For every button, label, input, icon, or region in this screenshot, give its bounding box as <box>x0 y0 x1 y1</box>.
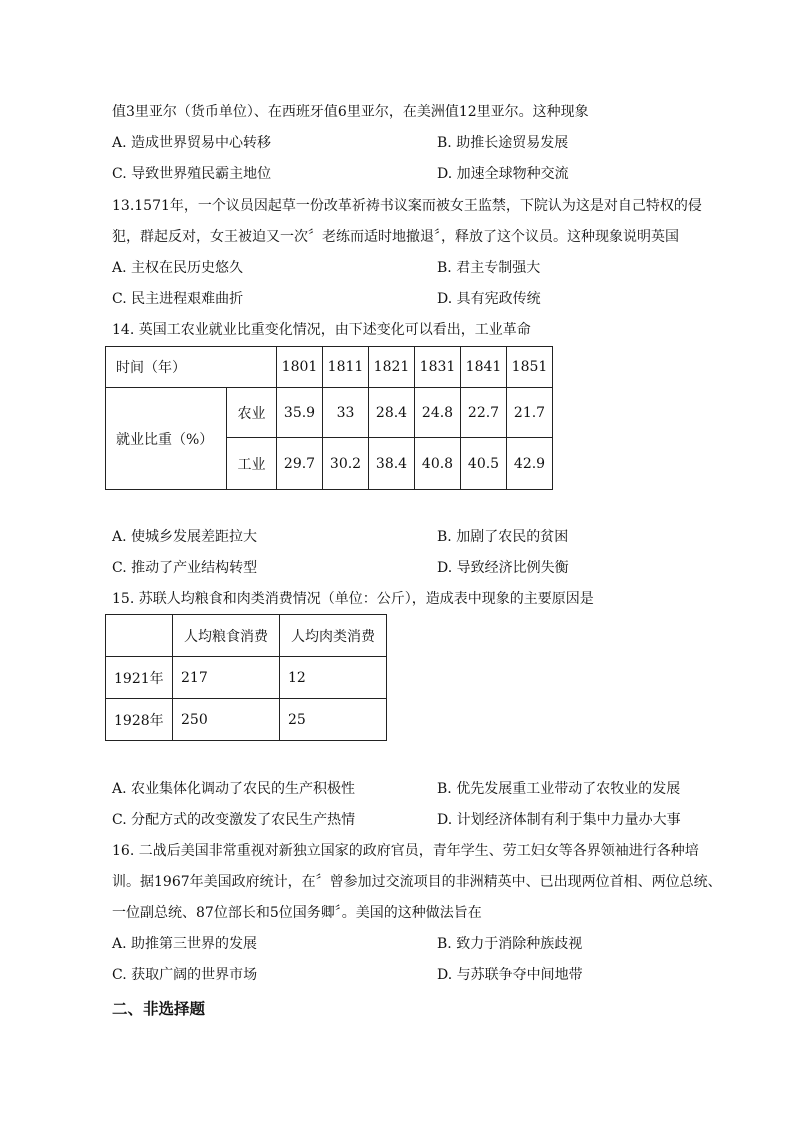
meat-value-cell: 12 <box>280 657 387 699</box>
value-cell: 38.4 <box>369 438 415 490</box>
q14-option-b: B. 加剧了农民的贫困 <box>437 529 569 545</box>
q15-option-c: C. 分配方式的改变激发了农民生产热情 <box>112 812 356 828</box>
q14-option-d: D. 导致经济比例失衡 <box>437 560 569 576</box>
q12-stem: 值3里亚尔（货币单位）、在西班牙值6里亚尔，在美洲值12里亚尔。这种现象 <box>112 104 589 120</box>
value-cell: 30.2 <box>323 438 369 490</box>
value-cell: 40.5 <box>461 438 507 490</box>
q15-consumption-table <box>105 614 387 741</box>
q16-stem-line2: 训。据1967年美国政府统计，在〞曾参加过交流项目的非洲精英中、已出现两位首相、两位总统、 <box>112 874 722 890</box>
q13-stem-line1: 13.1571年，一个议员因起草一份改革祈祷书议案而被女王监禁，下院认为这是对自己特权的侵 <box>112 198 702 214</box>
q13-option-b: B. 君主专制强大 <box>437 260 541 276</box>
q14-option-c: C. 推动了产业结构转型 <box>112 560 258 576</box>
value-cell: 40.8 <box>415 438 461 490</box>
table-header-time: 时间（年） <box>106 347 277 388</box>
value-cell: 33 <box>323 388 369 438</box>
q13-option-d: D. 具有宪政传统 <box>437 291 541 307</box>
year-cell: 1821 <box>369 347 415 388</box>
value-cell: 22.7 <box>461 388 507 438</box>
q16-stem-line3: 一位副总统、87位部长和5位国务卿〞。美国的这种做法旨在 <box>112 905 482 921</box>
value-cell: 42.9 <box>507 438 553 490</box>
year-cell: 1841 <box>461 347 507 388</box>
q14-employment-table <box>105 346 553 490</box>
q14-option-a: A. 使城乡发展差距拉大 <box>112 529 258 545</box>
q12-option-c: C. 导致世界殖民霸主地位 <box>112 166 272 182</box>
header-meat-consumption: 人均肉类消费 <box>280 615 387 657</box>
q12-option-d: D. 加速全球物种交流 <box>437 166 569 182</box>
meat-value-cell: 25 <box>280 699 387 741</box>
q13-stem-line2: 犯，群起反对，女王被迫又一次〞老练而适时地撤退〞，释放了这个议员。这种现象说明英国 <box>112 229 679 245</box>
value-cell: 29.7 <box>277 438 323 490</box>
q16-option-d: D. 与苏联争夺中间地带 <box>437 967 583 983</box>
value-cell: 28.4 <box>369 388 415 438</box>
section-heading: 二、非选择题 <box>112 1000 206 1018</box>
q16-option-c: C. 获取广阔的世界市场 <box>112 967 258 983</box>
grain-value-cell: 250 <box>173 699 280 741</box>
q14-stem: 14. 英国工农业就业比重变化情况，由下述变化可以看出，工业革命 <box>112 322 531 338</box>
q12-option-a: A. 造成世界贸易中心转移 <box>112 135 272 151</box>
row-label-industry: 工业 <box>227 438 277 490</box>
year-cell: 1921年 <box>106 657 173 699</box>
year-cell: 1851 <box>507 347 553 388</box>
group-label-employment-share: 就业比重（%） <box>106 388 227 490</box>
q16-option-a: A. 助推第三世界的发展 <box>112 936 258 952</box>
q16-option-b: B. 致力于消除种族歧视 <box>437 936 583 952</box>
row-label-agriculture: 农业 <box>227 388 277 438</box>
q15-option-a: A. 农业集体化调动了农民的生产积极性 <box>112 781 356 797</box>
q15-option-b: B. 优先发展重工业带动了农牧业的发展 <box>437 781 681 797</box>
value-cell: 21.7 <box>507 388 553 438</box>
year-cell: 1928年 <box>106 699 173 741</box>
grain-value-cell: 217 <box>173 657 280 699</box>
q15-option-d: D. 计划经济体制有利于集中力量办大事 <box>437 812 681 828</box>
table-corner-cell <box>106 615 173 657</box>
year-cell: 1801 <box>277 347 323 388</box>
q15-stem: 15. 苏联人均粮食和肉类消费情况（单位：公斤），造成表中现象的主要原因是 <box>112 591 594 607</box>
q16-stem-line1: 16. 二战后美国非常重视对新独立国家的政府官员，青年学生、劳工妇女等各界领袖进行各种培 <box>112 843 699 859</box>
q12-option-b: B. 助推长途贸易发展 <box>437 135 569 151</box>
value-cell: 35.9 <box>277 388 323 438</box>
q13-option-c: C. 民主进程艰难曲折 <box>112 291 244 307</box>
year-cell: 1811 <box>323 347 369 388</box>
year-cell: 1831 <box>415 347 461 388</box>
q13-option-a: A. 主权在民历史悠久 <box>112 260 244 276</box>
header-grain-consumption: 人均粮食消费 <box>173 615 280 657</box>
value-cell: 24.8 <box>415 388 461 438</box>
